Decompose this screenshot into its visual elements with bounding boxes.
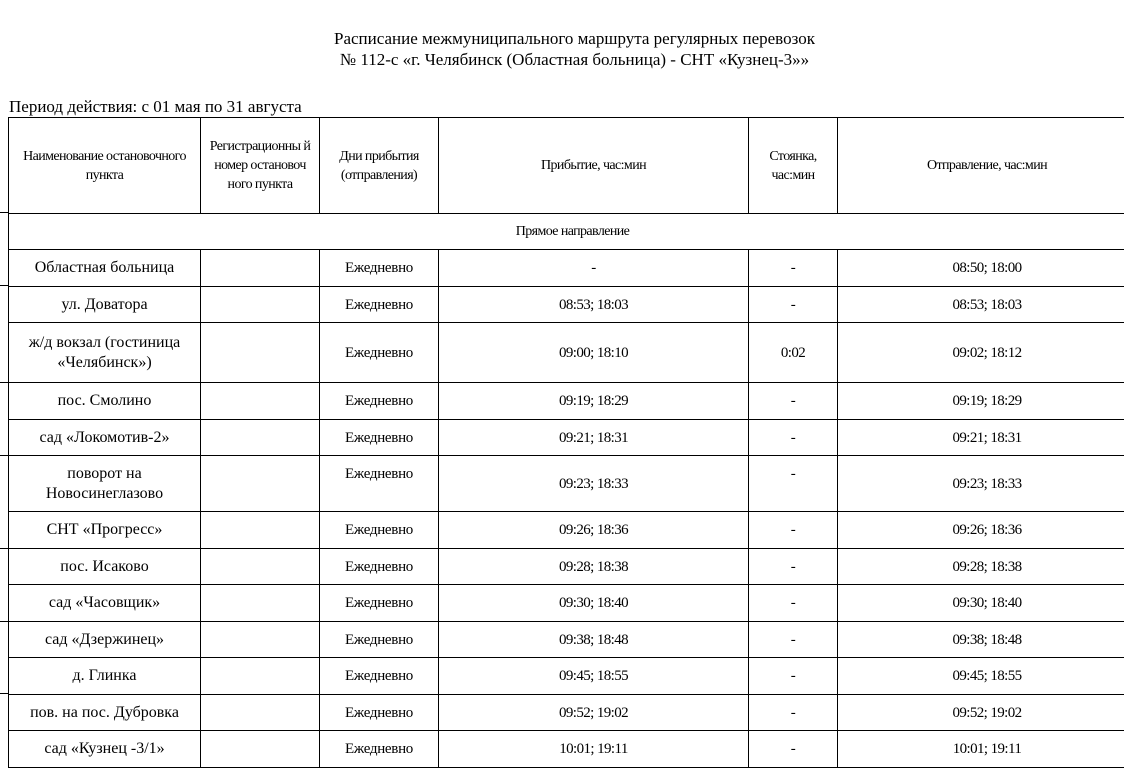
margin-tick [0, 693, 8, 694]
stop-time-cell: - [749, 622, 838, 658]
reg-number-cell [201, 250, 320, 287]
arrival-cell: 09:19; 18:29 [439, 383, 749, 420]
arrival-cell: 09:38; 18:48 [439, 622, 749, 658]
stop-time-cell: - [749, 383, 838, 420]
arrival-cell: 09:45; 18:55 [439, 658, 749, 695]
table-row [9, 512, 1124, 549]
days-cell: Ежедневно [320, 287, 439, 323]
table-row [9, 420, 1124, 456]
header-stop-time: Стоянка, час:мин [749, 118, 838, 214]
arrival-cell: 09:30; 18:40 [439, 585, 749, 622]
stop-name-cell: д. Глинка [9, 658, 201, 695]
arrival-cell: 09:28; 18:38 [439, 549, 749, 585]
days-cell: Ежедневно [320, 323, 439, 383]
departure-cell: 09:45; 18:55 [838, 658, 1124, 695]
stop-name-cell: сад «Кузнец -3/1» [9, 731, 201, 768]
stop-time-cell: - [749, 456, 838, 512]
arrival-cell: 09:00; 18:10 [439, 323, 749, 383]
stop-name-cell: поворот на Новосинеглазово [9, 456, 201, 512]
departure-cell: 08:53; 18:03 [838, 287, 1124, 323]
arrival-cell: 09:26; 18:36 [439, 512, 749, 549]
stop-time-cell: - [749, 585, 838, 622]
arrival-cell: 09:23; 18:33 [439, 456, 749, 512]
stop-time-cell: - [749, 731, 838, 768]
reg-number-cell [201, 383, 320, 420]
table-row [9, 456, 1124, 512]
stop-time-cell: - [749, 512, 838, 549]
table-row [9, 731, 1124, 768]
departure-cell: 09:26; 18:36 [838, 512, 1124, 549]
header-departure: Отправление, час:мин [838, 118, 1124, 214]
reg-number-cell [201, 731, 320, 768]
title-line-1: Расписание межмуниципального маршрута регулярных перевозок [0, 28, 1124, 49]
departure-cell: 09:19; 18:29 [838, 383, 1124, 420]
arrival-cell: - [439, 250, 749, 287]
days-cell: Ежедневно [320, 549, 439, 585]
margin-tick [0, 548, 8, 549]
departure-cell: 09:23; 18:33 [838, 456, 1124, 512]
stop-name-cell: ул. Доватора [9, 287, 201, 323]
stop-name-cell: Областная больница [9, 250, 201, 287]
table-row [9, 622, 1124, 658]
stop-name-cell: пос. Смолино [9, 383, 201, 420]
header-reg-number: Регистрационны й номер остановоч ного пункта [201, 118, 320, 214]
reg-number-cell [201, 549, 320, 585]
table-row [9, 549, 1124, 585]
table-row [9, 658, 1124, 695]
header-stop-name: Наименование остановочного пункта [9, 118, 201, 214]
departure-cell: 09:52; 19:02 [838, 695, 1124, 731]
departure-cell: 09:30; 18:40 [838, 585, 1124, 622]
stop-time-cell: - [749, 420, 838, 456]
departure-cell: 09:28; 18:38 [838, 549, 1124, 585]
stop-time-cell: 0:02 [749, 323, 838, 383]
stop-name-cell: пов. на пос. Дубровка [9, 695, 201, 731]
departure-cell: 09:38; 18:48 [838, 622, 1124, 658]
header-days: Дни прибытия (отправления) [320, 118, 439, 214]
header-row [9, 118, 1124, 214]
margin-tick [0, 382, 8, 383]
days-cell: Ежедневно [320, 512, 439, 549]
stop-name-cell: пос. Исаково [9, 549, 201, 585]
margin-tick [0, 455, 8, 456]
days-cell: Ежедневно [320, 658, 439, 695]
stop-name-cell: сад «Часовщик» [9, 585, 201, 622]
table-row [9, 250, 1124, 287]
table-row [9, 695, 1124, 731]
stop-time-cell: - [749, 658, 838, 695]
stop-time-cell: - [749, 695, 838, 731]
margin-tick [0, 212, 8, 213]
stop-time-cell: - [749, 549, 838, 585]
stop-name-cell: ж/д вокзал (гостиница «Челябинск») [9, 323, 201, 383]
days-cell: Ежедневно [320, 250, 439, 287]
days-cell: Ежедневно [320, 622, 439, 658]
table-row [9, 323, 1124, 383]
days-cell: Ежедневно [320, 456, 439, 512]
departure-cell: 09:02; 18:12 [838, 323, 1124, 383]
reg-number-cell [201, 456, 320, 512]
departure-cell: 10:01; 19:11 [838, 731, 1124, 768]
table-row [9, 287, 1124, 323]
days-cell: Ежедневно [320, 420, 439, 456]
document-title [0, 28, 1124, 70]
reg-number-cell [201, 658, 320, 695]
section-row [9, 214, 1124, 250]
days-cell: Ежедневно [320, 731, 439, 768]
arrival-cell: 08:53; 18:03 [439, 287, 749, 323]
margin-tick [0, 621, 8, 622]
departure-cell: 09:21; 18:31 [838, 420, 1124, 456]
stop-name-cell: сад «Дзержинец» [9, 622, 201, 658]
schedule-body [9, 214, 1124, 768]
reg-number-cell [201, 420, 320, 456]
stop-name-cell: СНТ «Прогресс» [9, 512, 201, 549]
table-row [9, 383, 1124, 420]
days-cell: Ежедневно [320, 585, 439, 622]
table-row [9, 585, 1124, 622]
reg-number-cell [201, 622, 320, 658]
stop-time-cell: - [749, 287, 838, 323]
validity-period: Период действия: с 01 мая по 31 августа [9, 97, 302, 117]
arrival-cell: 10:01; 19:11 [439, 731, 749, 768]
reg-number-cell [201, 512, 320, 549]
schedule-table [8, 117, 1124, 768]
departure-cell: 08:50; 18:00 [838, 250, 1124, 287]
arrival-cell: 09:52; 19:02 [439, 695, 749, 731]
header-arrival: Прибытие, час:мин [439, 118, 749, 214]
stop-time-cell: - [749, 250, 838, 287]
title-line-2: № 112-с «г. Челябинск (Областная больница) - СНТ «Кузнец-3»» [0, 49, 1124, 70]
reg-number-cell [201, 323, 320, 383]
reg-number-cell [201, 287, 320, 323]
section-direct: Прямое направление [9, 214, 1124, 250]
reg-number-cell [201, 695, 320, 731]
reg-number-cell [201, 585, 320, 622]
days-cell: Ежедневно [320, 383, 439, 420]
arrival-cell: 09:21; 18:31 [439, 420, 749, 456]
stop-name-cell: сад «Локомотив-2» [9, 420, 201, 456]
days-cell: Ежедневно [320, 695, 439, 731]
margin-tick [0, 285, 8, 286]
